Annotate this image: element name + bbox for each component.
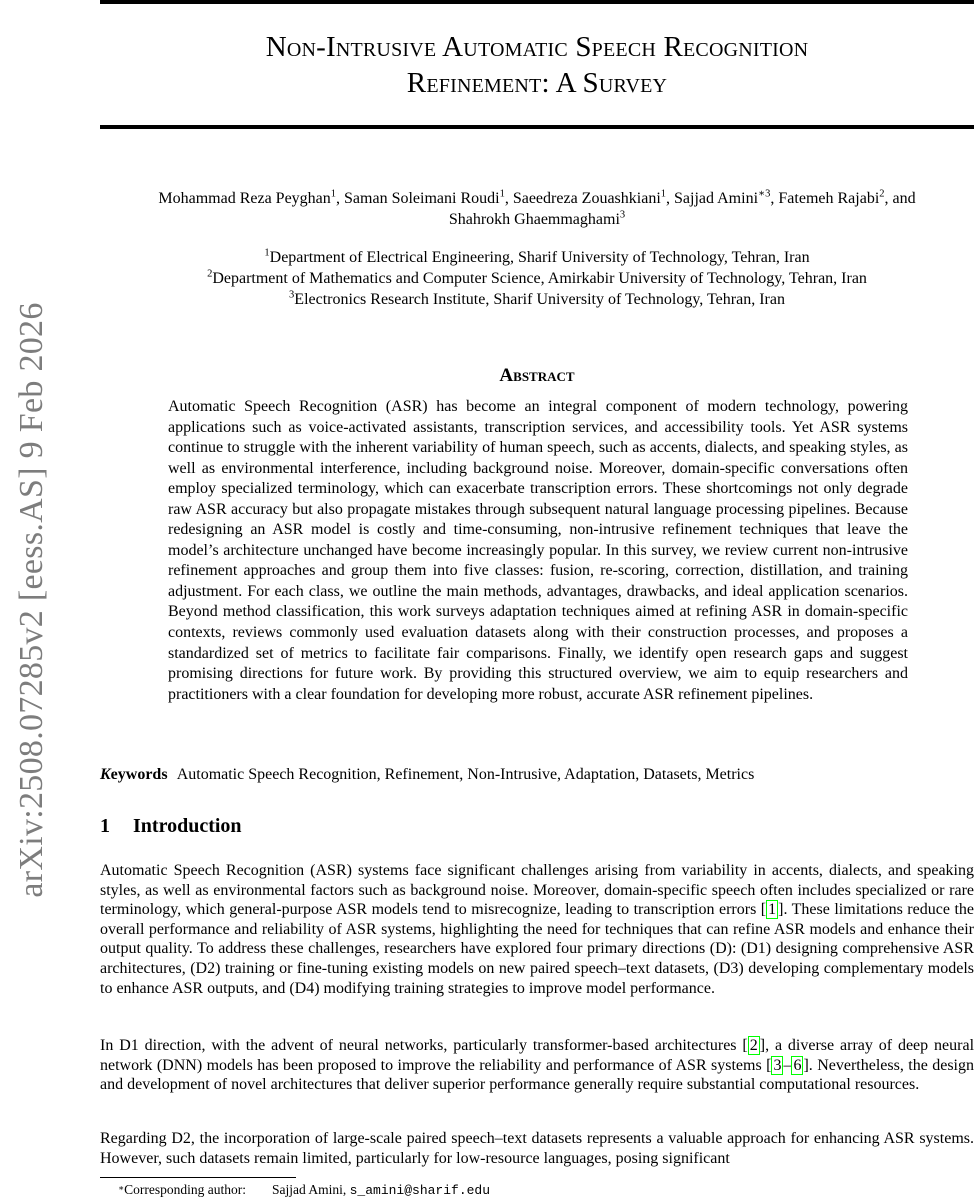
keywords-text: Automatic Speech Recognition, Refinement, Non-Intrusive, Adaptation, Datasets, Metrics bbox=[176, 766, 755, 783]
author-affil-mark: 1 bbox=[660, 188, 667, 200]
section-title: Introduction bbox=[133, 815, 242, 837]
citation-link[interactable]: 2 bbox=[749, 1037, 758, 1054]
affiliation: $^1$Department of Electrical Engineering, Sharif University of Technology, Tehran, Iran bbox=[264, 247, 810, 266]
email-link[interactable]: s_amini@sharif.edu bbox=[349, 1183, 491, 1198]
title-line-1: Non-Intrusive Automatic Speech Recognition bbox=[265, 31, 809, 63]
paper-title bbox=[100, 29, 974, 101]
author-list: Mohammad Reza Peyghan$^1$, Saman Soleimani Roudi$^1$, Saeedreza Zouashkiani$^1$, Sajjad Amini$^{∗3}$, Fatemeh Rajabi$^2$, and Shahrokh Ghaemmaghami$^3$ bbox=[158, 188, 916, 228]
footnote-mark: ∗ bbox=[118, 1183, 125, 1193]
section-heading bbox=[100, 815, 242, 838]
author-name: Shahrokh Ghaemmaghami bbox=[448, 211, 620, 228]
author-name: Mohammad Reza Peyghan bbox=[158, 190, 331, 207]
author-name: Fatemeh Rajabi bbox=[778, 190, 880, 207]
keywords-label: Keywords bbox=[100, 766, 168, 783]
author-name: Saman Soleimani Roudi bbox=[344, 190, 500, 207]
footnote-rule bbox=[100, 1177, 296, 1178]
abstract-heading: Abstract bbox=[499, 365, 575, 386]
title-line-2: Refinement: A Survey bbox=[406, 67, 668, 99]
affiliation-list bbox=[100, 247, 974, 310]
author-affil-mark: 2 bbox=[879, 188, 885, 200]
author-name: Saeedreza Zouashkiani bbox=[512, 190, 661, 207]
paragraph: Automatic Speech Recognition (ASR) systems face significant challenges arising from variability in accents, dialects, and speaking styles, as well as environmental factors such as background noise. Moreover, domain-specific speech often includes specialized or rare terminology, which general-purpose ASR models tend to misrecognize, leading to transcription errors [ 1 ]. These limitations reduce the overall performance and reliability of ASR systems, highlighting the need for techniques that can refine ASR models and enhance their output quality. To address these challenges, researchers have explored four primary directions (D): (D1) designing comprehensive ASR architectures, (D2) training or fine-tuning existing models on new paired speech–text datasets, (D3) developing complementary models to enhance ASR outputs, and (D4) modifying training strategies to improve model performance. bbox=[100, 862, 974, 997]
paragraph: Regarding D2, the incorporation of large-scale paired speech–text datasets represents a valuable approach for enhancing ASR systems. However, such datasets remain limited, particularly for low-resource languages, posing significant bbox=[100, 1130, 974, 1167]
paragraph: In D1 direction, with the advent of neural networks, particularly transformer-based architectures [ 2 ], a diverse array of deep neural network (DNN) models has been proposed to improve the reliability and performance of ASR systems [ 3 – 6 ]. Nevertheless, the design and development of novel architectures that deliver superior performance generally require substantial computational resources. bbox=[100, 1037, 975, 1094]
citation-link[interactable]: 6 bbox=[793, 1056, 802, 1074]
section-number: 1 bbox=[100, 815, 110, 837]
keywords bbox=[100, 765, 974, 785]
affiliation: $^3$Electronics Research Institute, Sharif University of Technology, Tehran, Iran bbox=[289, 289, 785, 308]
arxiv-identifier: arXiv:2508.07285v2 [eess.AS] 9 Feb 2026 bbox=[13, 302, 50, 898]
affiliation: $^2$Department of Mathematics and Computer Science, Amirkabir University of Technology, Tehran, Iran bbox=[207, 268, 867, 287]
author-affil-mark: 3 bbox=[619, 209, 626, 221]
author-affil-mark: ∗3 bbox=[758, 188, 771, 200]
author-affil-mark: 1 bbox=[330, 188, 337, 200]
footnote: ∗Corresponding author: Sajjad Amini, s_amini@sharif.edu bbox=[118, 1182, 491, 1198]
citation-link[interactable]: 3 bbox=[773, 1056, 782, 1074]
author-affil-mark: 1 bbox=[499, 188, 505, 200]
top-rule bbox=[100, 0, 974, 4]
title-bottom-rule bbox=[100, 125, 974, 129]
author-name: Sajjad Amini bbox=[674, 190, 759, 207]
abstract-text: Automatic Speech Recognition (ASR) has become an integral component of modern technology, powering applications such as voice-activated assistants, transcription services, and accessibility tools. Yet ASR systems continue to struggle with the inherent variability of human speech, such as accents, dialects, and speaking styles, as well as environmental interference, including background noise. Moreover, domain-specific conversations often employ specialized terminology, which can exacerbate transcription errors. These shortcomings not only degrade raw ASR accuracy but also propagate mistakes through subsequent natural language processing pipelines. Because redesigning an ASR model is costly and time-consuming, non-intrusive refinement techniques that leave the model’s architecture unchanged have become increasingly popular. In this survey, we review current non-intrusive refinement approaches and group them into five classes: fusion, re-scoring, correction, distillation, and training adjustment. For each class, we outline the main methods, advantages, drawbacks, and ideal application scenarios. Beyond method classification, this work surveys adaptation techniques aimed at refining ASR in domain-specific contexts, reviews commonly used evaluation datasets along with their construction processes, and proposes a standardized set of metrics to facilitate fair comparisons. Finally, we identify open research gaps and suggest promising directions for future work. By providing this structured overview, we aim to equip researchers and practitioners with a clear foundation for developing more robust, accurate ASR refinement pipelines. bbox=[168, 398, 908, 703]
citation-link[interactable]: 1 bbox=[768, 901, 777, 919]
